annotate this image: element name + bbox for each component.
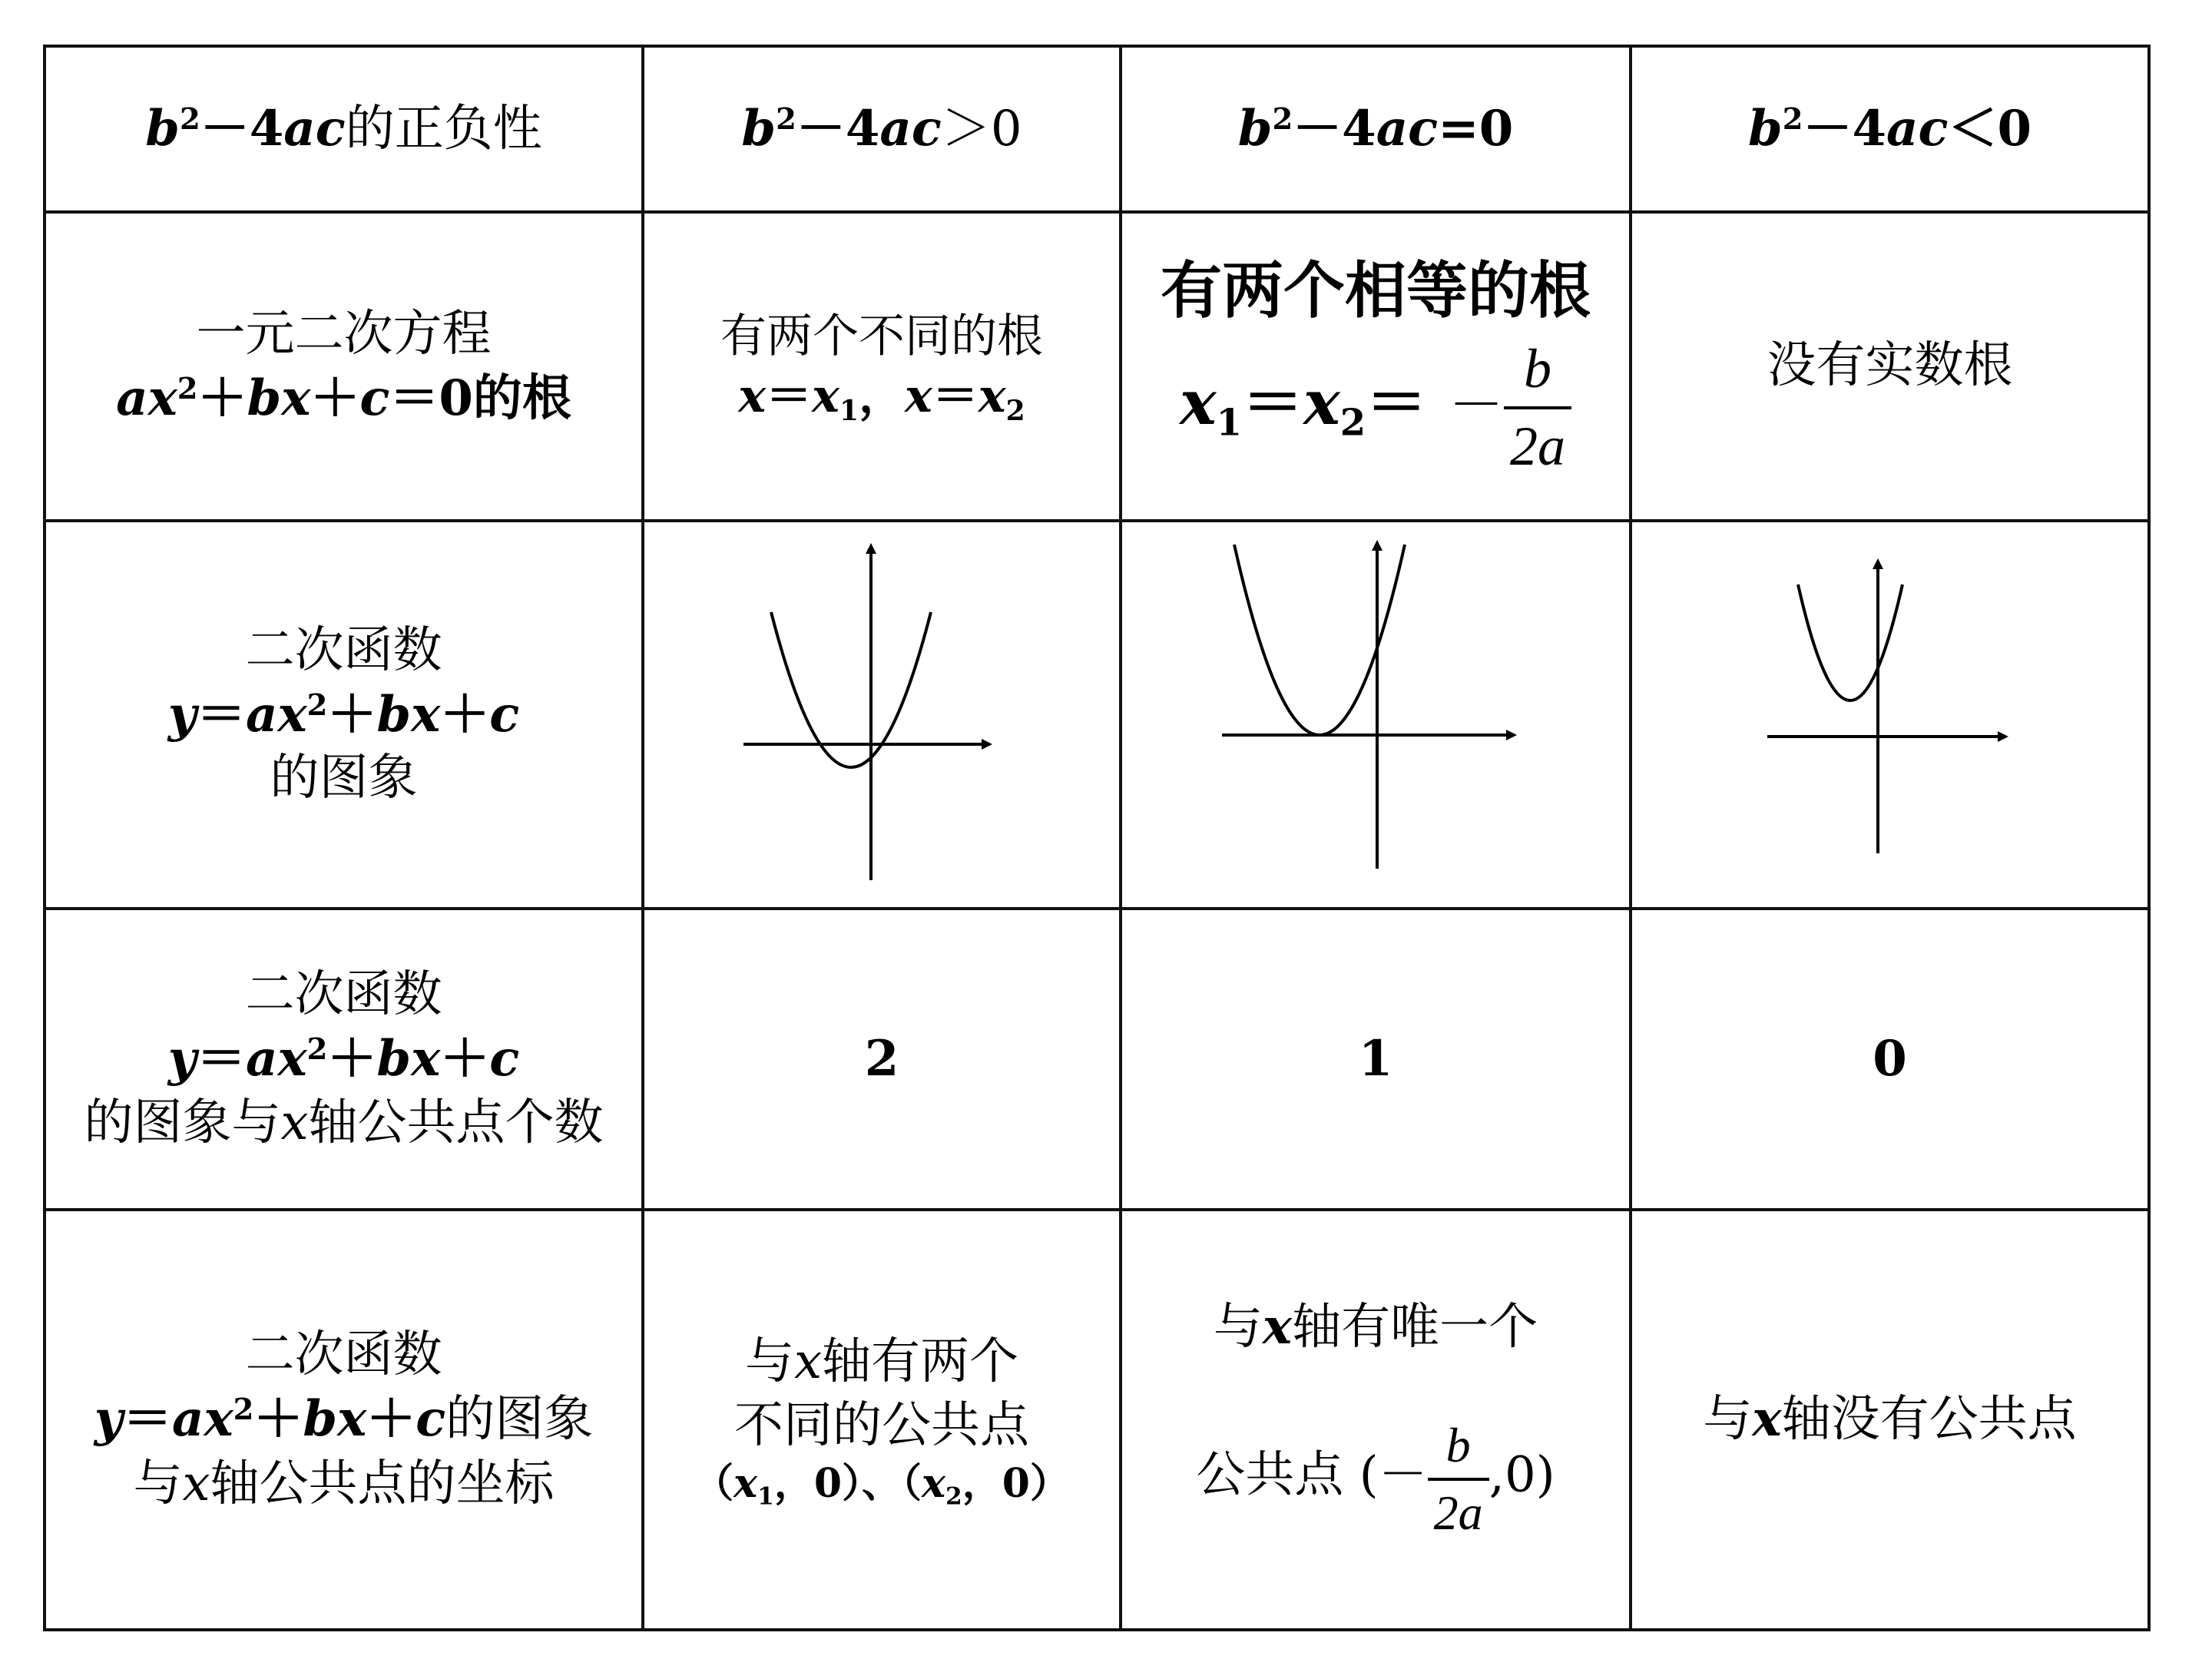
header-ac: ac bbox=[1886, 99, 1949, 157]
header-b: b bbox=[741, 99, 777, 157]
coords-negative-text: 与x轴没有公共点 bbox=[1703, 1390, 2077, 1449]
coords-label-line3: 与x轴公共点的坐标 bbox=[133, 1455, 555, 1512]
graph-negative bbox=[1631, 521, 2149, 909]
parabola-one-root-graph bbox=[1207, 538, 1545, 892]
header-tail: =0 bbox=[1438, 99, 1514, 157]
header-minus4: －4 bbox=[1803, 99, 1887, 157]
roots-zero-line1: 有两个相等的根 bbox=[1161, 253, 1591, 326]
graph-label bbox=[45, 521, 643, 909]
header-sq: 2 bbox=[1782, 101, 1803, 137]
roots-positive-line1: 有两个不同的根 bbox=[720, 310, 1043, 363]
coords-zero bbox=[1121, 1210, 1631, 1630]
roots-label-line1: 一元二次方程 bbox=[196, 305, 492, 363]
minus-sign: － bbox=[1449, 374, 1505, 436]
coords-zero-line1: 与x轴有唯一个 bbox=[1213, 1298, 1538, 1356]
graph-label-line2: $y=ax^2+bx+c$ bbox=[167, 685, 520, 743]
roots-zero-line2: $x_1=x_2=$ － $\frac{b}{2a}$ bbox=[1122, 332, 1629, 484]
roots-row bbox=[45, 212, 2149, 521]
coords-zero-line2: 公共点 (－ $\frac{b}{2a}$ ,0) bbox=[1122, 1413, 1629, 1544]
coords-row bbox=[45, 1210, 2149, 1630]
header-negative bbox=[1631, 46, 2149, 212]
roots-positive-line2: $x=x_1$，$x=x_2$ bbox=[738, 369, 1025, 427]
header-ac: ac bbox=[879, 99, 942, 157]
header-sq: 2 bbox=[1272, 101, 1293, 137]
count-row bbox=[45, 909, 2149, 1210]
header-minus4: －4 bbox=[1293, 99, 1376, 157]
count-label bbox=[45, 909, 643, 1210]
count-zero: 1 bbox=[1121, 909, 1631, 1210]
parabola-curve bbox=[1234, 545, 1405, 735]
header-positive bbox=[643, 46, 1121, 212]
parabola-two-roots-graph bbox=[728, 538, 1035, 892]
roots-label-line2: $ax^2+bx+c=0$的根 bbox=[116, 369, 571, 427]
graph-zero bbox=[1121, 521, 1631, 909]
header-discriminant-sign bbox=[45, 46, 643, 212]
roots-negative-text: 没有实数根 bbox=[1767, 337, 2013, 395]
header-zero bbox=[1121, 46, 1631, 212]
header-tail: 的正负性 bbox=[345, 100, 542, 157]
count-label-line3: 的图象与x轴公共点个数 bbox=[84, 1094, 604, 1151]
header-sq: 2 bbox=[180, 101, 200, 137]
coords-positive-points: （$x_1$，0）、（$x_2$，0） bbox=[694, 1459, 1070, 1511]
header-minus4: －4 bbox=[796, 99, 880, 157]
header-ac: ac bbox=[283, 99, 346, 157]
coords-negative bbox=[1631, 1210, 2149, 1630]
parabola-no-root-graph bbox=[1752, 538, 2028, 892]
header-sq: 2 bbox=[776, 101, 796, 137]
count-label-line1: 二次函数 bbox=[245, 966, 442, 1024]
roots-zero bbox=[1121, 212, 1631, 521]
coords-label-line1: 二次函数 bbox=[245, 1326, 442, 1384]
header-tail: ＞0 bbox=[941, 100, 1022, 157]
minus-sign: － bbox=[1378, 1448, 1428, 1503]
count-negative: 0 bbox=[1631, 909, 2149, 1210]
fraction-b-over-2a: $\frac{b}{2a}$ bbox=[1504, 332, 1571, 484]
graph-label-line1: 二次函数 bbox=[245, 621, 442, 679]
fraction-b-over-2a: $\frac{b}{2a}$ bbox=[1428, 1413, 1489, 1544]
roots-negative bbox=[1631, 212, 2149, 521]
graph-label-line3: 的图象 bbox=[270, 750, 418, 807]
coords-label-line2: $y=ax^2+bx+c$的图象 bbox=[94, 1390, 594, 1449]
header-tail: ＜0 bbox=[1948, 99, 2032, 157]
graph-row bbox=[45, 521, 2149, 909]
roots-positive bbox=[643, 212, 1121, 521]
graph-positive bbox=[643, 521, 1121, 909]
header-b: b bbox=[1237, 99, 1273, 157]
coords-positive bbox=[643, 1210, 1121, 1630]
header-b: b bbox=[145, 99, 180, 157]
header-b: b bbox=[1748, 99, 1783, 157]
coords-positive-line2: 不同的公共点 bbox=[734, 1396, 1029, 1454]
header-row bbox=[45, 46, 2149, 212]
quadratic-discriminant-table bbox=[43, 45, 2151, 1631]
header-ac: ac bbox=[1376, 99, 1439, 157]
count-label-line2: $y=ax^2+bx+c$ bbox=[167, 1030, 520, 1088]
roots-label bbox=[45, 212, 643, 521]
header-minus4: －4 bbox=[200, 99, 284, 157]
coords-label bbox=[45, 1210, 643, 1630]
count-positive: 2 bbox=[643, 909, 1121, 1210]
parabola-curve bbox=[1798, 584, 1902, 700]
coords-positive-line1: 与x轴有两个 bbox=[744, 1333, 1019, 1390]
